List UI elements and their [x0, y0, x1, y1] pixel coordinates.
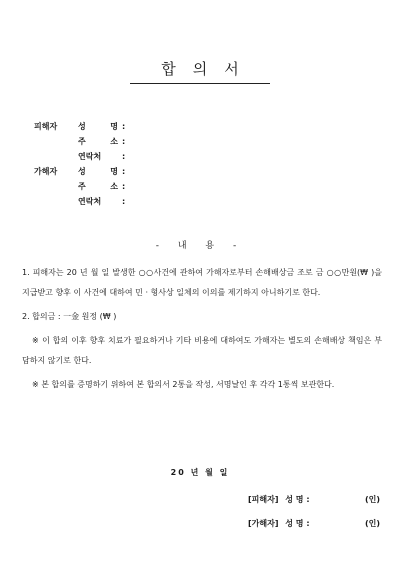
victim-label: 피해자	[34, 122, 58, 131]
victim-address-colon: :	[122, 137, 126, 146]
document-title: 합의서	[161, 60, 256, 78]
offender-address-label: 주 소	[78, 182, 118, 191]
section-title: - 내 용 -	[155, 241, 245, 251]
clause-1: 1. 피해자는 20 년 월 일 발생한 ○○사건에 관하여 가해자로부터 손해배상금 조로 금 ○○만원(₩ )을 지급받고 향후 이 사건에 대하여 민 · 형사상 일체의 이의를 제기하지 아니하기로 한다.	[22, 268, 382, 297]
clause-2-settlement-amount: 2. 합의금 : 一金 원정 (₩ )	[22, 312, 117, 321]
offender-name-colon: :	[122, 167, 126, 176]
victim-contact-colon: :	[122, 152, 126, 161]
victim-name-label: 성 명	[78, 122, 118, 131]
title-underline	[130, 83, 270, 84]
victim-seal: (인)	[364, 495, 380, 504]
victim-name-colon: :	[122, 122, 126, 131]
offender-name-label: 성 명	[78, 167, 118, 176]
offender-seal: (인)	[364, 519, 380, 528]
document-date: 20 년 월 일	[170, 468, 230, 477]
victim-contact-label: 연락처	[78, 152, 102, 161]
offender-contact-colon: :	[122, 197, 126, 206]
offender-signature-role: [가해자]	[248, 519, 279, 528]
offender-signature-field: 성 명 :	[285, 519, 310, 528]
document-title-block	[130, 58, 270, 84]
victim-address-label: 주 소	[78, 137, 118, 146]
victim-block	[34, 119, 234, 164]
offender-contact-label: 연락처	[78, 197, 102, 206]
victim-signature-field: 성 명 :	[285, 495, 310, 504]
note-copies: ※ 본 합의를 증명하기 위하여 본 합의서 2통을 작성, 서명날인 후 각각 1통씩 보관한다.	[32, 380, 335, 389]
offender-signature-line	[248, 518, 388, 529]
offender-address-colon: :	[122, 182, 126, 191]
content-body	[22, 263, 382, 395]
victim-signature-role: [피해자]	[248, 495, 279, 504]
offender-label: 가해자	[34, 167, 58, 176]
offender-block	[34, 164, 234, 209]
victim-signature-line	[248, 494, 388, 505]
note-additional-costs: ※ 이 합의 이후 향후 치료가 필요하거나 기타 비용에 대하여도 가해자는 별도의 손해배상 책임은 부담하지 않기로 한다.	[22, 336, 382, 365]
